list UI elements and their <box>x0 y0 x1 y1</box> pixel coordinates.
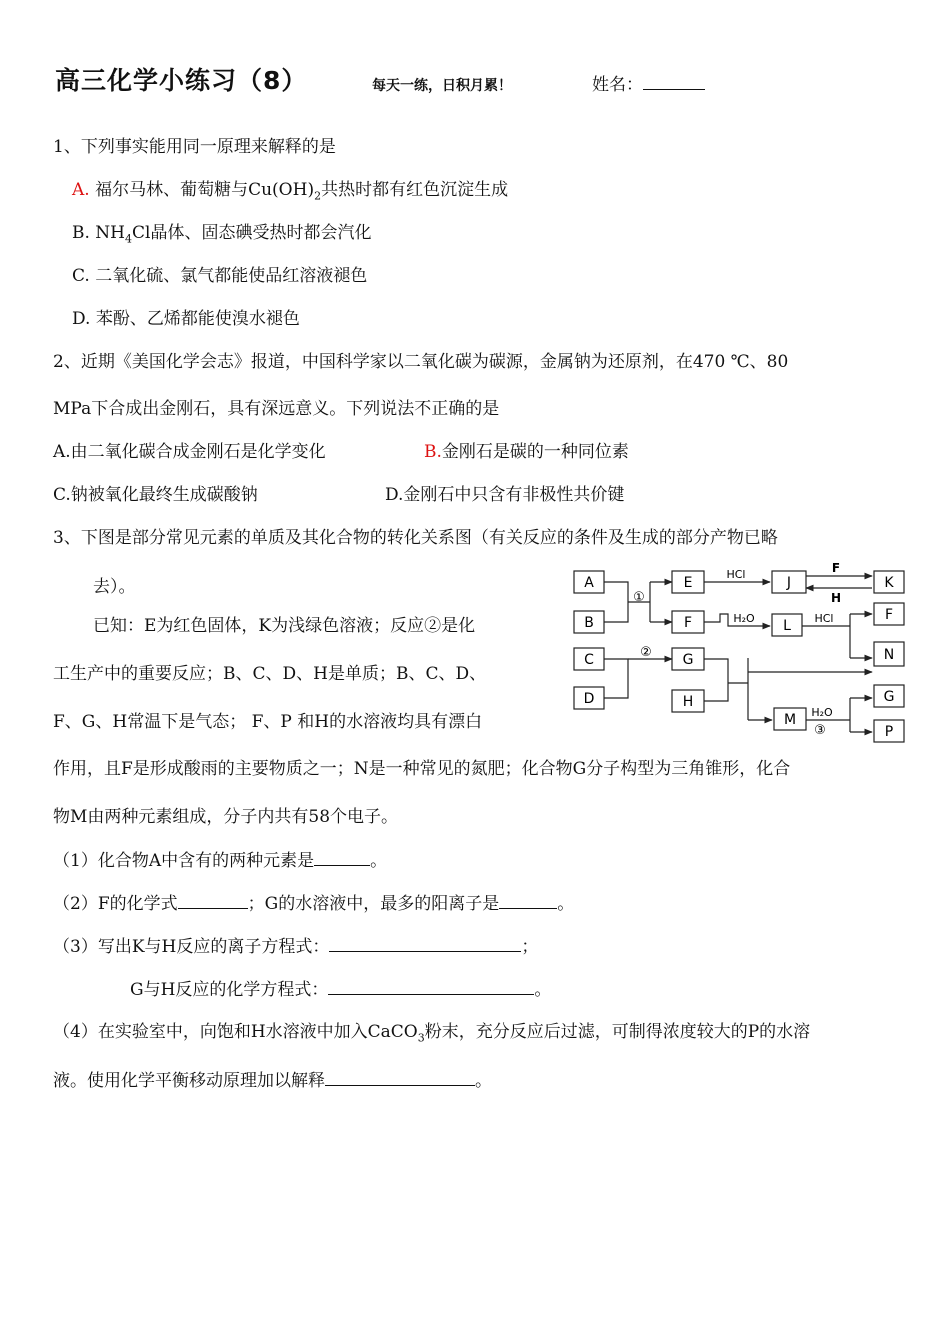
box-K <box>874 571 904 593</box>
q2-stem-line2: MPa下合成出金刚石，具有深远意义。下列说法不正确的是 <box>53 399 500 419</box>
q1-option-c: C. 二氧化硫、氯气都能使品红溶液褪色 <box>72 266 368 286</box>
svg-text:A: A <box>584 575 594 591</box>
svg-text:C: C <box>584 652 594 668</box>
box-M <box>774 708 806 730</box>
q3-known-line5: 物M由两种元素组成，分子内共有58个电子。 <box>53 807 399 827</box>
q1-option-a: A. 福尔马林、葡萄糖与$Cu(OH)_2$共热时都有红色沉淀生成 <box>72 180 509 203</box>
answer-blank[interactable] <box>314 848 370 866</box>
water-label-2: H₂O <box>811 706 833 719</box>
answer-blank[interactable] <box>325 1068 475 1086</box>
box-F-2 <box>874 603 904 625</box>
q3-part4: （4）在实验室中，向饱和H水溶液中加入CaCO$_3$粉末，充分反应后过滤，可制得浓度较大的P的水溶 <box>53 1022 811 1045</box>
box-P <box>874 720 904 742</box>
svg-text:M: M <box>783 712 797 728</box>
q3-part4b: 液。使用化学平衡移动原理加以解释 。 <box>53 1068 492 1093</box>
svg-text:P: P <box>884 724 894 740</box>
box-C <box>574 648 604 670</box>
box-B <box>574 611 604 633</box>
answer-blank[interactable] <box>499 891 557 909</box>
reaction-2-label: ② <box>640 645 652 660</box>
svg-text:G: G <box>883 689 895 705</box>
q1-option-b: B. $NH_4Cl$晶体、固态碘受热时都会汽化 <box>72 223 372 246</box>
answer-blank[interactable] <box>328 977 534 995</box>
q3-part1: （1）化合物A中含有的两种元素是 。 <box>53 848 387 873</box>
q3-known-line3: F、G、H常温下是气态； F、P 和H的水溶液均具有漂白 <box>53 712 483 732</box>
q3-stem-line1: 3、下图是部分常见元素的单质及其化合物的转化关系图（有关反应的条件及生成的部分产物已略 <box>53 528 778 548</box>
svg-text:K: K <box>884 575 894 591</box>
svg-text:B: B <box>584 615 594 631</box>
box-D <box>574 687 604 709</box>
q2-option-d: D.金刚石中只含有非极性共价键 <box>385 485 625 505</box>
box-J <box>772 571 806 593</box>
page-title: 高三化学小练习（8） <box>55 66 308 95</box>
reaction-diagram <box>560 558 920 750</box>
box-H <box>672 690 704 712</box>
name-field <box>592 72 705 97</box>
q3-known-line2: 工生产中的重要反应；B、C、D、H是单质；B、C、D、 <box>53 664 487 684</box>
box-L <box>772 614 802 636</box>
q3-known-line4: 作用，且F是形成酸雨的主要物质之一；N是一种常见的氮肥；化合物G分子构型为三角锥形，化合 <box>53 759 791 779</box>
motto: 每天一练，日积月累！ <box>372 78 512 94</box>
q3-part2: （2）F的化学式 ；G的水溶液中，最多的阳离子是 。 <box>53 891 574 916</box>
q2-option-b: B.金刚石是碳的一种同位素 <box>424 442 629 462</box>
name-label: 姓名： <box>592 75 643 95</box>
q3-part3: （3）写出K与H反应的离子方程式： ； <box>53 934 538 959</box>
q3-stem-line2: 去）。 <box>93 577 136 597</box>
box-E <box>672 571 704 593</box>
svg-text:G: G <box>682 652 694 668</box>
q3-part3b: G与H反应的化学方程式： 。 <box>130 977 551 1002</box>
box-G <box>672 648 704 670</box>
svg-text:H: H <box>682 694 694 710</box>
reaction-3-label: ③ <box>814 723 826 738</box>
box-F <box>672 611 704 633</box>
q2-stem-line1: 2、近期《美国化学会志》报道，中国科学家以二氧化碳为碳源，金属钠为还原剂，在470 ℃、80 <box>53 352 789 372</box>
box-A <box>574 571 604 593</box>
q3-known-line1: 已知：E为红色固体，K为浅绿色溶液；反应②是化 <box>93 616 476 636</box>
q2-option-c: C.钠被氧化最终生成碳酸钠 <box>53 485 258 505</box>
hcl-label-2: HCl <box>814 612 834 625</box>
f-arrow-label: F <box>831 561 841 575</box>
answer-blank[interactable] <box>329 934 521 952</box>
hcl-label: HCl <box>726 568 746 581</box>
q1-option-a-letter: A. <box>72 180 90 200</box>
q2-option-b-letter: B. <box>424 442 442 462</box>
box-G-2 <box>874 685 904 707</box>
reaction-1-label: ① <box>633 590 645 605</box>
svg-text:F: F <box>884 607 894 623</box>
svg-text:N: N <box>883 647 895 663</box>
water-label: H₂O <box>733 612 755 625</box>
svg-text:E: E <box>683 575 693 591</box>
h-arrow-label: H <box>830 591 842 605</box>
name-blank <box>643 72 705 90</box>
q1-option-d: D. 苯酚、乙烯都能使溴水褪色 <box>72 309 300 329</box>
q1-stem: 1、下列事实能用同一原理来解释的是 <box>53 137 336 157</box>
svg-text:L: L <box>783 618 791 634</box>
q2-option-a: A.由二氧化碳合成金刚石是化学变化 <box>53 442 326 462</box>
box-N <box>874 642 904 666</box>
svg-text:D: D <box>583 691 595 707</box>
svg-text:J: J <box>786 575 792 591</box>
svg-text:F: F <box>683 615 693 631</box>
answer-blank[interactable] <box>178 891 248 909</box>
